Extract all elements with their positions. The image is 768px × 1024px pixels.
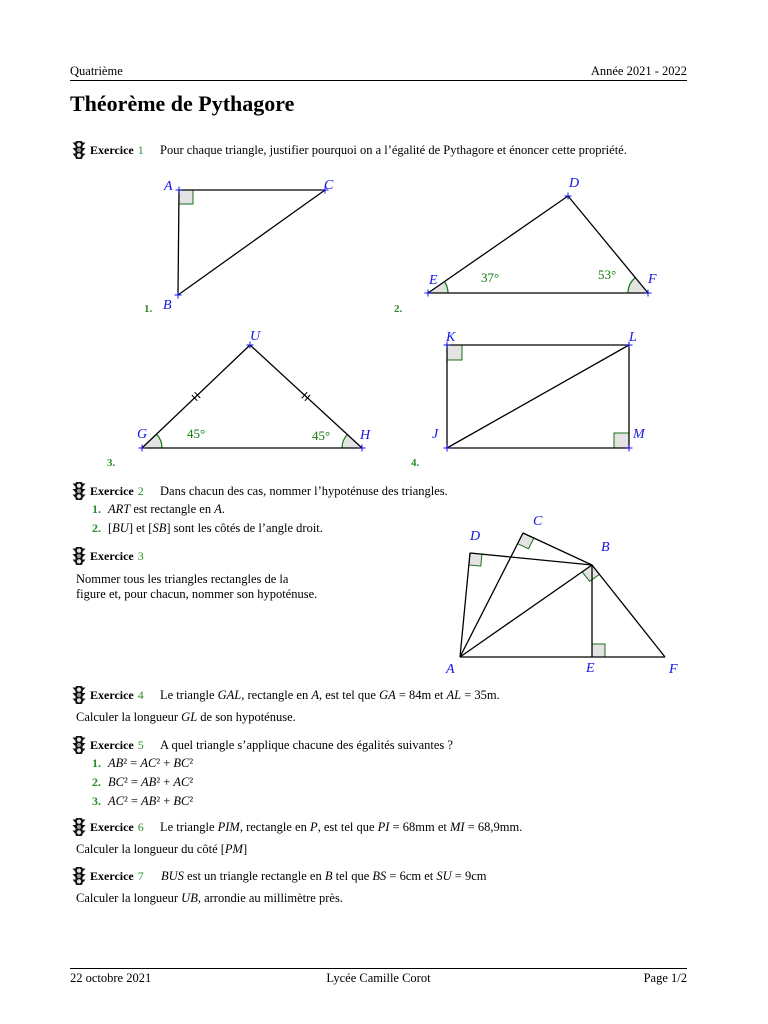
exercise-label: Exercice [90,484,134,498]
exercise-1-heading [72,140,144,160]
text-segment: est rectangle en [130,502,215,516]
traffic-light-icon [72,685,86,705]
list-item-number: 3. [92,794,101,808]
text-segment: ² + [156,775,174,789]
point-label-m: M [633,427,645,442]
point-label-e: E [429,273,438,288]
right-angle-mark-e [592,644,605,657]
list-item-equality [108,775,193,789]
exercise-number: 4 [137,688,144,702]
exercise-7-heading [72,866,144,886]
figure-2 [394,176,657,315]
traffic-light-icon [72,140,86,160]
exercise-5-statement: A quel triangle s’applique chacune des égalités suivantes ? [160,738,453,752]
text-segment: , rectangle en [239,820,310,834]
segment-bf [592,565,665,657]
text-segment: , rectangle en [241,688,312,702]
text-segment: . [221,502,225,516]
text-segment: ² [189,794,194,808]
segment-ab [460,565,592,657]
figure-3 [107,329,371,469]
segment-cb [523,533,592,565]
segment-db [470,553,592,565]
point-label-k: K [446,330,456,345]
traffic-light-icon [72,817,86,837]
list-item-equality [108,794,193,808]
exercise-4-question [76,710,296,724]
text-segment: ² = [123,756,141,770]
figure-1 [144,178,334,315]
text-segment: = 68,9mm. [464,820,523,834]
exercise-4-statement [160,688,500,702]
angle-label-e: 37° [481,270,500,285]
point-label-c: C [324,178,334,193]
point-marker-j [444,445,451,452]
traffic-light-icon [72,546,86,566]
point-label-j: J [432,427,439,442]
math-expression: SB [152,521,167,535]
header-school-year: Année 2021 - 2022 [590,64,687,78]
point-label-d: D [569,176,580,191]
figure-number: 1. [144,303,153,315]
math-expression: BC [108,775,124,789]
exercise-label: Exercice [90,549,134,563]
text-segment: ² [189,775,194,789]
math-expression: A [311,688,319,702]
figure-number: 4. [411,457,420,469]
footer-school: Lycée Camille Corot [326,971,431,985]
text-segment: [ [108,521,113,535]
exercise-label: Exercice [90,820,134,834]
text-segment: Calculer la longueur [76,710,182,724]
math-expression: MI [450,820,465,834]
math-expression: BS [372,869,387,883]
point-label-f: F [648,272,657,287]
point-label-g: G [137,427,148,442]
math-expression: A [214,502,222,516]
exercise-6-question [76,842,247,856]
text-segment: Calculer la longueur du côté [ [76,842,225,856]
math-expression: PI [377,820,390,834]
exercise-6-heading [72,817,144,837]
right-angle-mark-m [614,433,629,448]
text-segment: , est tel que [317,820,378,834]
text-segment: Calculer la longueur [76,891,182,905]
exercise-label: Exercice [90,143,134,157]
exercise-3-figure [430,510,700,680]
footer-date: 22 octobre 2021 [70,971,152,985]
point-label-a: A [446,662,455,677]
point-label-e: E [586,661,595,676]
traffic-light-icon [72,481,86,501]
math-expression: BC [173,794,190,808]
list-item-text [108,521,323,535]
segment-ab [178,190,179,295]
exercise-3-statement-line: figure et, pour chacun, nommer son hypoténuse. [76,587,318,601]
exercise-7-statement [161,869,487,883]
math-expression: GAL [217,688,242,702]
text-segment: = 9cm [451,869,487,883]
point-label-c: C [533,514,543,529]
math-expression: AC [108,794,124,808]
list-item-equality [108,756,193,770]
math-expression: GL [181,710,198,724]
right-angle-mark-b [582,565,599,581]
list-item-number: 1. [92,502,101,516]
traffic-light-icon [72,866,86,886]
text-segment: ] [242,842,248,856]
point-label-f: F [669,662,678,677]
math-expression: SU [436,869,452,883]
traffic-light-icon [72,735,86,755]
math-expression: AC [173,775,190,789]
point-label-d: D [470,529,481,544]
exercise-label: Exercice [90,738,134,752]
right-angle-mark-c [518,533,534,549]
right-angle-mark-k [447,345,462,360]
text-segment: = 84m et [395,688,447,702]
math-expression: AB [108,756,124,770]
exercise-2-heading [72,481,144,501]
text-segment: ² + [156,756,174,770]
figure-4 [411,330,646,469]
math-expression: B [324,869,333,883]
list-item-text [108,502,225,516]
exercise-1-statement: Pour chaque triangle, justifier pourquoi on a l’égalité de Pythagore et énoncer cette propriété. [160,143,627,157]
right-angle-mark-d [469,553,482,566]
math-expression: AB [141,775,157,789]
exercise-2-statement: Dans chacun des cas, nommer l’hypoténuse des triangles. [160,484,448,498]
point-label-a: A [164,179,173,194]
exercise-number: 5 [137,738,144,752]
point-label-b: B [163,298,172,313]
math-expression: AC [140,756,157,770]
math-expression: PIM [217,820,240,834]
exercise-7-question [76,891,343,905]
point-label-u: U [250,329,261,344]
math-expression: UB [181,891,198,905]
figure-number: 3. [107,457,116,469]
angle-label-h: 45° [312,428,331,443]
exercise-3-statement-line: Nommer tous les triangles rectangles de la [76,572,289,586]
text-segment: = 35m. [461,688,500,702]
exercise-number: 1 [137,143,144,157]
footer-rule [70,968,687,969]
math-expression: AL [446,688,462,702]
math-expression: P [309,820,318,834]
point-label-h: H [360,428,371,443]
math-expression: BU [112,521,129,535]
text-segment: tel que [332,869,373,883]
text-segment: ] sont les côtés de l’angle droit. [166,521,323,535]
math-expression: BC [173,756,190,770]
segment-uh [250,345,362,448]
text-segment: Le triangle [160,688,218,702]
text-segment: ² = [123,794,142,808]
exercise-6-statement [160,820,522,834]
text-segment: = 6cm et [386,869,437,883]
text-segment: , arrondie au millimètre près. [197,891,343,905]
text-segment: = 68mm et [389,820,450,834]
exercise-label: Exercice [90,869,134,883]
exercise-1-figures [0,170,768,480]
exercise-4-heading [72,685,144,705]
right-angle-mark [179,190,193,204]
header-level: Quatrième [70,64,123,78]
text-segment: , est tel que [319,688,380,702]
footer-page-number: Page 1/2 [643,971,687,985]
angle-label-g: 45° [187,426,206,441]
exercise-number: 3 [137,549,144,563]
text-segment: ² [189,756,194,770]
page-title: Théorème de Pythagore [70,91,295,116]
math-expression: PM [224,842,243,856]
exercise-3-heading [72,546,144,566]
exercise-number: 2 [137,484,144,498]
list-item-number: 1. [92,756,101,770]
math-expression: GA [379,688,396,702]
text-segment: Le triangle [160,820,218,834]
math-expression: AB [141,794,157,808]
figure-number: 2. [394,303,403,315]
point-label-b: B [601,540,610,555]
segment-bc [178,190,325,295]
list-item-number: 2. [92,775,101,789]
math-expression: BUS [161,869,184,883]
text-segment: ² = [123,775,142,789]
exercise-label: Exercice [90,688,134,702]
segment-ac [460,533,523,657]
angle-label-f: 53° [598,267,617,282]
segment-jl [447,345,629,448]
list-item-number: 2. [92,521,101,535]
text-segment: de son hypoténuse. [197,710,296,724]
exercise-number: 7 [137,869,144,883]
point-label-l: L [629,330,637,345]
text-segment: ² + [156,794,174,808]
text-segment: est un triangle rectangle en [183,869,325,883]
text-segment: ] et [ [128,521,153,535]
header-rule [70,80,687,81]
exercise-5-heading [72,735,144,755]
math-expression: ART [108,502,131,516]
exercise-number: 6 [137,820,144,834]
